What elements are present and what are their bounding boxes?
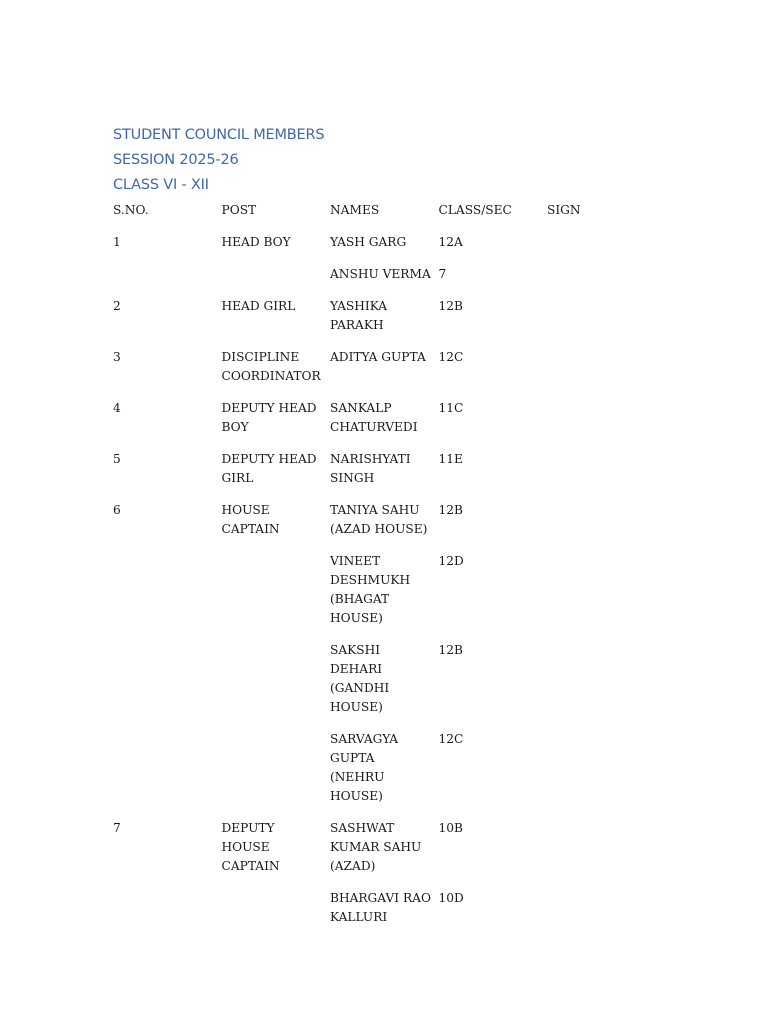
cell-post: HEAD GIRL <box>221 299 296 313</box>
table-header-row <box>113 201 673 220</box>
cell-class-sec: 12B <box>438 503 463 517</box>
council-members-table <box>113 201 673 940</box>
header-post: POST <box>221 203 257 217</box>
cell-sno: 3 <box>113 350 121 364</box>
header-class-sec: CLASS/SEC <box>438 203 512 217</box>
cell-name: NARISHYATI SINGH <box>330 452 411 485</box>
cell-name: VINEET DESHMUKH (BHAGAT HOUSE) <box>330 554 411 625</box>
header-sno: S.NO. <box>113 203 149 217</box>
cell-class-sec: 10B <box>438 821 463 835</box>
cell-name: YASH GARG <box>330 235 407 249</box>
table-row <box>113 641 673 717</box>
session-heading: SESSION 2025-26 <box>113 152 239 168</box>
cell-name: ANSHU VERMA <box>330 267 431 281</box>
cell-post: DEPUTY HOUSE CAPTAIN <box>221 821 280 873</box>
table-row <box>113 552 673 628</box>
table-row <box>113 233 673 252</box>
table-row <box>113 399 673 437</box>
table-row <box>113 265 673 284</box>
cell-name: TANIYA SAHU (AZAD HOUSE) <box>330 503 428 536</box>
cell-post: DISCIPLINE COORDINATOR <box>221 350 321 383</box>
cell-sno: 5 <box>113 452 121 466</box>
cell-name: ADITYA GUPTA <box>330 350 426 364</box>
cell-sno: 4 <box>113 401 121 415</box>
table-row <box>113 730 673 806</box>
cell-post: DEPUTY HEAD GIRL <box>221 452 317 485</box>
cell-class-sec: 10D <box>438 891 464 905</box>
cell-sno: 2 <box>113 299 121 313</box>
cell-class-sec: 7 <box>438 267 447 281</box>
cell-class-sec: 12A <box>438 235 463 249</box>
table-row <box>113 450 673 488</box>
header-sign: SIGN <box>547 203 581 217</box>
cell-name: YASHIKA PARAKH <box>330 299 388 332</box>
table-row <box>113 819 673 876</box>
cell-class-sec: 12C <box>438 732 464 746</box>
cell-name: BHARGAVI RAO KALLURI <box>330 891 431 924</box>
cell-class-sec: 12B <box>438 299 463 313</box>
cell-class-sec: 12D <box>438 554 464 568</box>
table-row <box>113 889 673 927</box>
cell-post: HEAD BOY <box>221 235 291 249</box>
document-title: STUDENT COUNCIL MEMBERS <box>113 127 325 143</box>
cell-class-sec: 12C <box>438 350 464 364</box>
cell-post: DEPUTY HEAD BOY <box>221 401 317 434</box>
cell-sno: 7 <box>113 821 121 835</box>
cell-sno: 6 <box>113 503 121 517</box>
table-row <box>113 501 673 539</box>
cell-name: SAKSHI DEHARI (GANDHI HOUSE) <box>330 643 390 714</box>
cell-name: SANKALP CHATURVEDI <box>330 401 418 434</box>
header-names: NAMES <box>330 203 380 217</box>
cell-sno: 1 <box>113 235 121 249</box>
class-range-heading: CLASS VI - XII <box>113 177 209 193</box>
table-row <box>113 297 673 335</box>
cell-class-sec: 12B <box>438 643 463 657</box>
cell-name: SASHWAT KUMAR SAHU (AZAD) <box>330 821 422 873</box>
cell-class-sec: 11C <box>438 401 464 415</box>
cell-class-sec: 11E <box>438 452 463 466</box>
cell-post: HOUSE CAPTAIN <box>221 503 280 536</box>
table-row <box>113 348 673 386</box>
cell-name: SARVAGYA GUPTA (NEHRU HOUSE) <box>330 732 399 803</box>
